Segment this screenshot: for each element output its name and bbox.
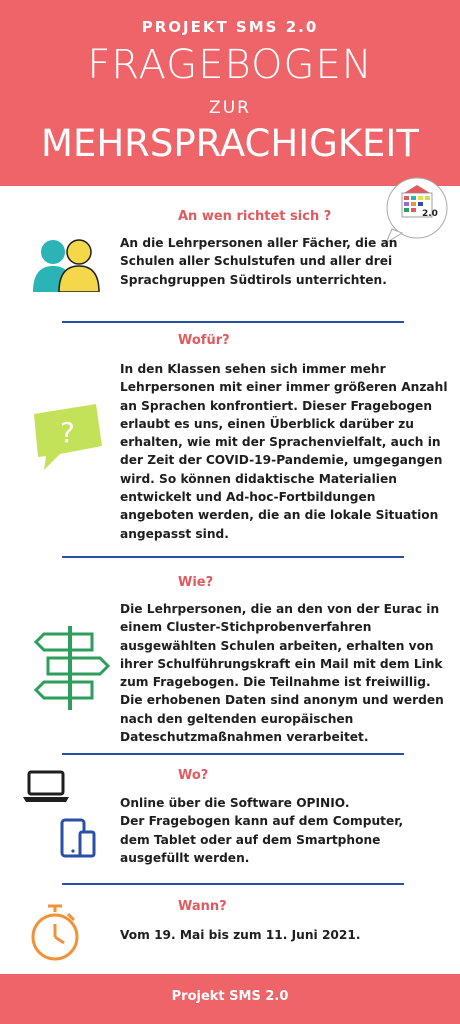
text-line: Schulen aller Schulstufen und aller drei	[120, 254, 393, 269]
text-line: An die Lehrpersonen aller Fächer, die an	[120, 236, 398, 250]
clock-icon	[28, 904, 82, 962]
header-banner	[0, 0, 460, 186]
section-divider	[62, 883, 404, 885]
signpost-icon	[30, 626, 110, 710]
text-line: erhalten, wie mit der Sprachenvielfalt, auch in	[120, 435, 441, 450]
title-line-1: FRAGEBOGEN	[87, 42, 373, 88]
text-line: einem Cluster-Stichprobenverfahren	[120, 620, 372, 635]
text-line: an Sprachen konfrontiert. Dieser Fragebogen	[120, 398, 433, 413]
text-line: angepasst sind.	[120, 526, 229, 541]
section-3-question: Wie?	[178, 575, 214, 590]
text-line: Der Fragebogen kann auf dem Computer,	[120, 814, 404, 829]
project-kicker: PROJEKT SMS 2.0	[141, 18, 319, 36]
section-1-text	[120, 234, 397, 289]
section-divider	[62, 556, 404, 558]
text-line: In den Klassen sehen sich immer mehr	[120, 362, 386, 376]
title-line-3: MEHRSPRACHIGKEIT	[41, 122, 419, 165]
text-line: wird. So können didaktische Materialien	[120, 471, 397, 486]
text-line: ausgefüllt werden.	[120, 850, 250, 865]
section-3-text	[120, 600, 444, 746]
tablet-phone-icon	[60, 818, 98, 858]
text-line: ihrer Schulführungskraft ein Mail mit dem Link	[120, 656, 443, 671]
text-line: Die Lehrpersonen, die an den von der Eurac in	[120, 602, 440, 616]
text-line: Die erhobenen Daten sind anonym und werden	[120, 693, 444, 708]
section-5-question: Wann?	[178, 899, 227, 914]
text-line: entwickelt und Ad-hoc-Fortbildungen	[120, 490, 376, 505]
text-line: Dateschutzmaßnahmen verarbeitet.	[120, 730, 369, 745]
people-icon	[33, 236, 101, 292]
section-divider	[62, 753, 404, 755]
section-1-question: An wen richtet sich ?	[178, 209, 332, 224]
question-bubble-icon	[30, 402, 106, 472]
section-4-question: Wo?	[178, 768, 209, 783]
text-line: ausgewählten Schulen arbeiten, erhalten von	[120, 638, 434, 653]
footer-label: Projekt SMS 2.0	[171, 989, 289, 1004]
logo-badge: 2.0	[422, 209, 438, 219]
section-2-text	[120, 360, 448, 543]
text-line: Lehrpersonen mit einer immer größeren Anzahl	[120, 380, 448, 395]
text-line: der Zeit der COVID-19-Pandemie, umgegangen	[120, 453, 443, 468]
text-line: Sprachgruppen Südtirols unterrichten.	[120, 272, 387, 287]
text-line: nach den geltenden europäischen	[120, 711, 354, 726]
footer-banner	[0, 974, 460, 1024]
section-5-text	[120, 926, 361, 944]
text-line: zum Fragebogen. Die Teilnahme ist freiwillig.	[120, 675, 431, 690]
laptop-icon	[22, 770, 70, 804]
text-line: angeboten werden, die an die lokale Situation	[120, 508, 439, 523]
section-divider	[62, 321, 404, 323]
text-line: Vom 19. Mai bis zum 11. Juni 2021.	[120, 928, 361, 942]
question-mark-glyph: ?	[60, 416, 75, 449]
text-line: erlaubt es uns, einen Überblick darüber zu	[120, 416, 414, 431]
text-line: Online über die Software OPINIO.	[120, 796, 350, 810]
text-line: dem Tablet oder auf dem Smartphone	[120, 832, 381, 847]
section-4-text	[120, 794, 403, 867]
title-line-2: ZUR	[209, 98, 251, 118]
section-2-question: Wofür?	[178, 333, 230, 348]
